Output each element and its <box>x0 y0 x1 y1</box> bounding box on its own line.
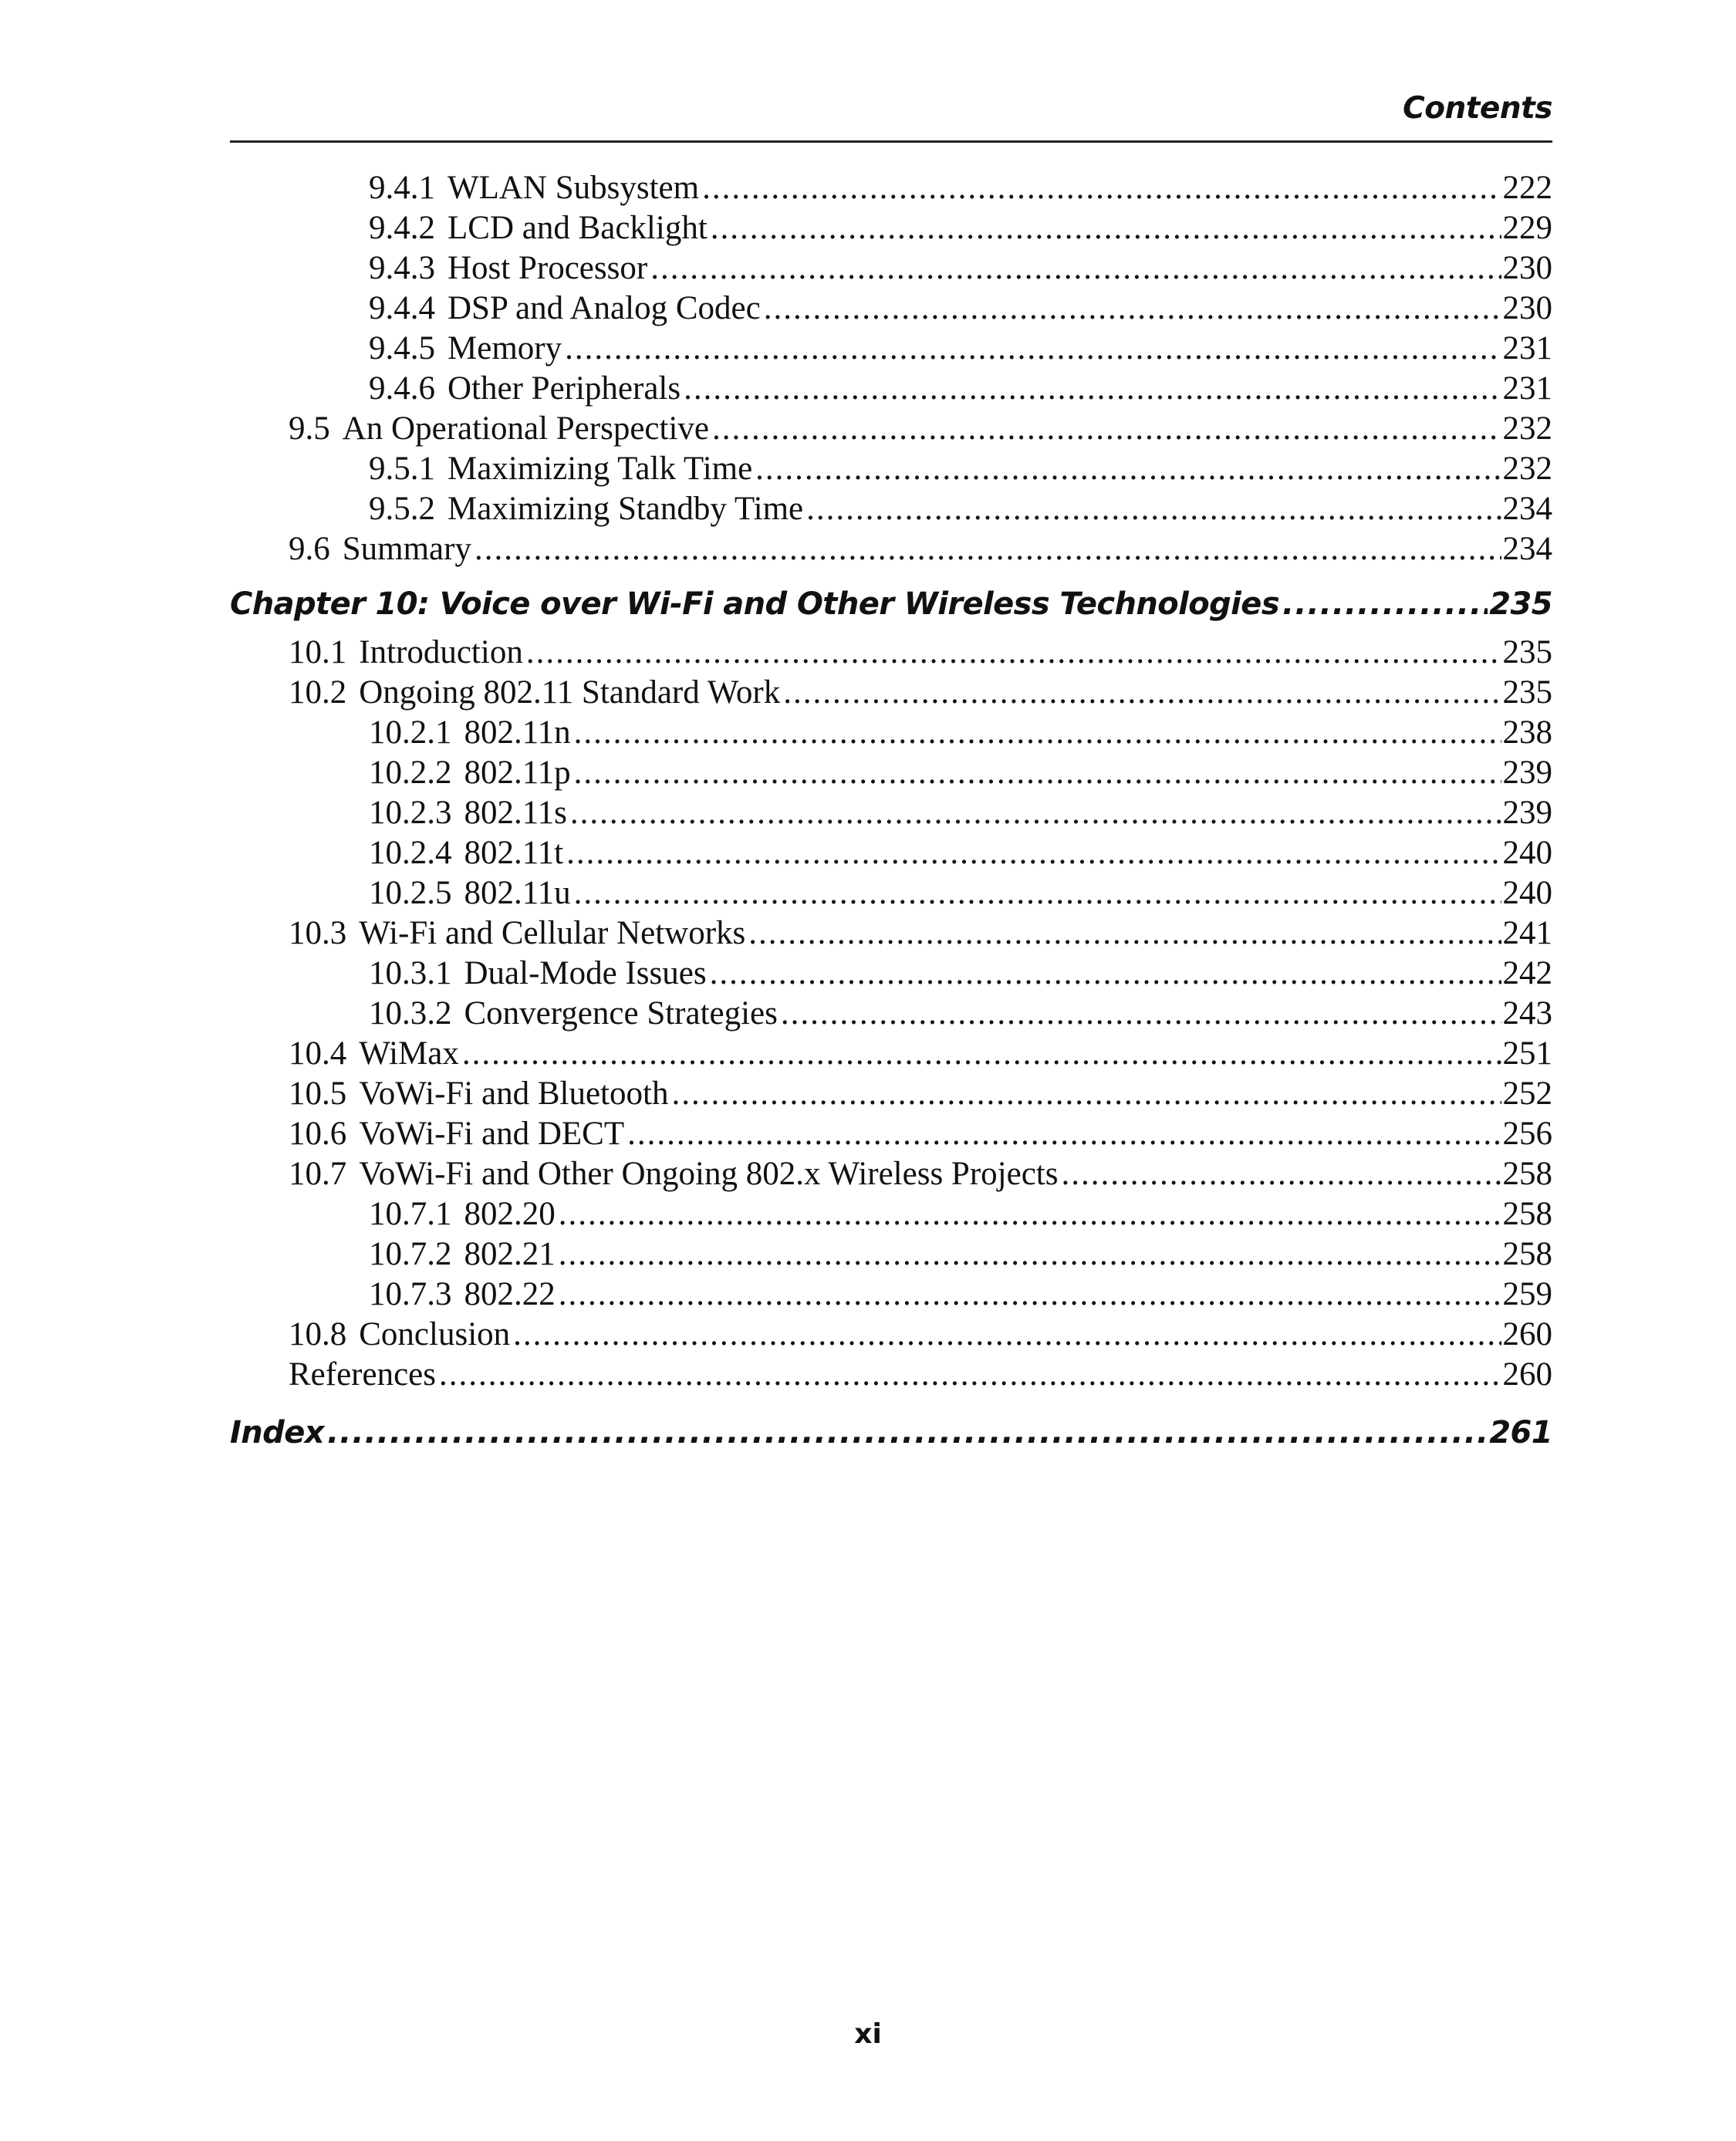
dot-leader <box>711 208 1501 248</box>
toc-entry[interactable] <box>230 329 1552 369</box>
toc-entry-title: LCD and Backlight <box>448 210 708 246</box>
toc-entry-page: 232 <box>1502 451 1552 487</box>
toc-entry-title: DSP and Analog Codec <box>448 290 761 326</box>
table-of-contents <box>230 168 1552 1461</box>
toc-entry-page: 232 <box>1502 410 1552 447</box>
toc-entry-references[interactable] <box>230 1355 1552 1395</box>
dot-leader <box>702 168 1501 208</box>
toc-entry-title: Maximizing Talk Time <box>448 451 753 487</box>
toc-entry-number: 10.2.5 <box>369 875 452 911</box>
chapter-title: Chapter 10: Voice over Wi-Fi and Other Wireless Technologies <box>230 586 1280 622</box>
dot-leader <box>764 289 1501 329</box>
toc-entry-title: References <box>289 1356 436 1393</box>
toc-entry-title: Host Processor <box>448 250 648 286</box>
toc-entry-page: 238 <box>1502 714 1552 751</box>
toc-entry-title: Conclusion <box>359 1316 511 1352</box>
toc-entry[interactable] <box>230 168 1552 208</box>
toc-entry-page: 222 <box>1502 170 1552 206</box>
toc-entry-page: 241 <box>1502 915 1552 951</box>
toc-entry-number: 10.2.2 <box>369 755 452 791</box>
dot-leader <box>781 994 1501 1034</box>
toc-entry[interactable] <box>230 1034 1552 1074</box>
toc-entry-title: 802.20 <box>464 1196 556 1232</box>
toc-entry[interactable] <box>230 1114 1552 1154</box>
toc-entry-number: 9.4.1 <box>369 170 435 206</box>
dot-leader <box>748 913 1501 954</box>
toc-entry-title: VoWi-Fi and DECT <box>359 1116 625 1152</box>
toc-entry-number: 9.4.3 <box>369 250 435 286</box>
toc-entry-number: 9.5.2 <box>369 491 435 527</box>
toc-entry-page: 258 <box>1502 1196 1552 1232</box>
toc-entry[interactable] <box>230 1194 1552 1234</box>
toc-entry-title: Ongoing 802.11 Standard Work <box>359 674 781 711</box>
toc-entry-title: Dual-Mode Issues <box>464 955 707 991</box>
dot-leader <box>574 753 1501 793</box>
toc-index-heading[interactable] <box>230 1407 1552 1458</box>
dot-leader <box>574 713 1501 753</box>
dot-leader <box>650 248 1501 289</box>
toc-entry-page: 252 <box>1502 1076 1552 1112</box>
toc-entry[interactable] <box>230 1315 1552 1355</box>
dot-leader <box>513 1315 1501 1355</box>
toc-entry-title: WLAN Subsystem <box>448 170 700 206</box>
toc-entry-page: 258 <box>1502 1236 1552 1272</box>
dot-leader <box>574 873 1501 913</box>
toc-entry-title: 802.11n <box>464 714 571 751</box>
toc-entry-page: 259 <box>1502 1276 1552 1312</box>
dot-leader <box>783 673 1501 713</box>
toc-entry-number: 10.4 <box>289 1035 347 1072</box>
toc-entry-title: 802.11t <box>464 835 564 871</box>
toc-entry-title: Introduction <box>359 634 523 670</box>
toc-entry-page: 258 <box>1502 1156 1552 1192</box>
toc-entry-page: 234 <box>1502 531 1552 567</box>
toc-entry-page: 235 <box>1502 634 1552 670</box>
header-rule <box>230 140 1552 143</box>
toc-entry-page: 234 <box>1502 491 1552 527</box>
toc-entry-number: 9.4.2 <box>369 210 435 246</box>
dot-leader <box>559 1275 1501 1315</box>
toc-entry[interactable] <box>230 1074 1552 1114</box>
toc-entry-number: 10.6 <box>289 1116 347 1152</box>
toc-entry[interactable] <box>230 1154 1552 1194</box>
toc-entry-title: 802.21 <box>464 1236 556 1272</box>
toc-entry-page: 260 <box>1502 1316 1552 1352</box>
toc-entry[interactable] <box>230 753 1552 793</box>
toc-entry-number: 9.4.6 <box>369 370 435 407</box>
toc-entry-number: 10.7.2 <box>369 1236 452 1272</box>
toc-entry-number: 10.5 <box>289 1076 347 1112</box>
toc-entry-number: 10.7 <box>289 1156 347 1192</box>
toc-entry-title: 802.11s <box>464 795 567 831</box>
toc-entry[interactable] <box>230 994 1552 1034</box>
toc-entry-page: 231 <box>1502 370 1552 407</box>
dot-leader <box>684 369 1501 409</box>
toc-entry-page: 239 <box>1502 755 1552 791</box>
toc-entry-number: 10.3.1 <box>369 955 452 991</box>
dot-leader <box>327 1407 1488 1458</box>
toc-entry[interactable] <box>230 369 1552 409</box>
index-title: Index <box>230 1415 324 1450</box>
toc-entry-title: VoWi-Fi and Other Ongoing 802.x Wireless Projects <box>359 1156 1059 1192</box>
toc-entry-number: 10.2.3 <box>369 795 452 831</box>
toc-entry-number: 10.2 <box>289 674 347 711</box>
toc-entry[interactable] <box>230 833 1552 873</box>
toc-entry-page: 231 <box>1502 330 1552 366</box>
toc-entry-page: 251 <box>1502 1035 1552 1072</box>
toc-entry-page: 239 <box>1502 795 1552 831</box>
toc-entry[interactable] <box>230 208 1552 248</box>
toc-entry[interactable] <box>230 793 1552 833</box>
dot-leader <box>627 1114 1501 1154</box>
toc-entry-page: 229 <box>1502 210 1552 246</box>
toc-entry-number: 9.6 <box>289 531 330 567</box>
toc-entry-page: 256 <box>1502 1116 1552 1152</box>
dot-leader <box>806 489 1501 529</box>
toc-entry-page: 240 <box>1502 875 1552 911</box>
toc-entry-title: VoWi-Fi and Bluetooth <box>359 1076 669 1112</box>
dot-leader <box>559 1194 1501 1234</box>
dot-leader <box>566 833 1501 873</box>
dot-leader <box>462 1034 1501 1074</box>
dot-leader <box>559 1234 1501 1275</box>
dot-leader <box>475 529 1501 569</box>
toc-entry-title: Memory <box>448 330 562 366</box>
toc-entry-title: Other Peripherals <box>448 370 681 407</box>
toc-chapter-heading[interactable] <box>230 579 1552 630</box>
toc-entry-title: WiMax <box>359 1035 459 1072</box>
toc-entry[interactable] <box>230 673 1552 713</box>
dot-leader <box>439 1355 1501 1395</box>
toc-entry-page: 230 <box>1502 290 1552 326</box>
toc-entry[interactable] <box>230 913 1552 954</box>
toc-entry[interactable] <box>230 409 1552 449</box>
toc-entry-number: 10.7.3 <box>369 1276 452 1312</box>
dot-leader <box>565 329 1501 369</box>
toc-entry-title: Wi-Fi and Cellular Networks <box>359 915 746 951</box>
toc-entry[interactable] <box>230 1275 1552 1315</box>
toc-entry[interactable] <box>230 529 1552 569</box>
toc-entry[interactable] <box>230 713 1552 753</box>
dot-leader <box>755 449 1501 489</box>
toc-entry[interactable] <box>230 489 1552 529</box>
toc-entry-number: 10.2.1 <box>369 714 452 751</box>
toc-entry[interactable] <box>230 289 1552 329</box>
toc-entry-number: 9.4.4 <box>369 290 435 326</box>
dot-leader <box>1061 1154 1501 1194</box>
toc-entry-number: 10.3.2 <box>369 995 452 1032</box>
toc-entry-number: 10.7.1 <box>369 1196 452 1232</box>
toc-entry-page: 240 <box>1502 835 1552 871</box>
toc-entry[interactable] <box>230 248 1552 289</box>
toc-entry-number: 10.2.4 <box>369 835 452 871</box>
toc-entry-page: 230 <box>1502 250 1552 286</box>
toc-entry-title: Convergence Strategies <box>464 995 778 1032</box>
toc-entry-title: 802.22 <box>464 1276 556 1312</box>
dot-leader <box>712 409 1501 449</box>
toc-entry-title: Maximizing Standby Time <box>448 491 804 527</box>
toc-entry-page: 243 <box>1502 995 1552 1032</box>
dot-leader <box>1282 579 1488 630</box>
chapter-page: 235 <box>1489 586 1552 622</box>
toc-entry-page: 242 <box>1502 955 1552 991</box>
dot-leader <box>570 793 1501 833</box>
running-head: Contents <box>1403 91 1552 126</box>
toc-entry[interactable] <box>230 954 1552 994</box>
toc-entry-title: 802.11p <box>464 755 571 791</box>
toc-entry-number: 9.4.5 <box>369 330 435 366</box>
toc-entry[interactable] <box>230 873 1552 913</box>
toc-entry-number: 10.3 <box>289 915 347 951</box>
toc-entry-page: 260 <box>1502 1356 1552 1393</box>
index-page: 261 <box>1489 1415 1552 1450</box>
dot-leader <box>671 1074 1501 1114</box>
toc-entry[interactable] <box>230 449 1552 489</box>
page-folio: xi <box>854 2018 882 2050</box>
toc-entry[interactable] <box>230 1234 1552 1275</box>
toc-entry-page: 235 <box>1502 674 1552 711</box>
toc-entry-title: An Operational Perspective <box>342 410 709 447</box>
toc-entry-title: 802.11u <box>464 875 571 911</box>
dot-leader <box>526 633 1501 673</box>
toc-entry-title: Summary <box>342 531 471 567</box>
toc-entry[interactable] <box>230 633 1552 673</box>
toc-entry-number: 9.5 <box>289 410 330 447</box>
dot-leader <box>710 954 1501 994</box>
toc-entry-number: 10.1 <box>289 634 347 670</box>
toc-entry-number: 9.5.1 <box>369 451 435 487</box>
toc-entry-number: 10.8 <box>289 1316 347 1352</box>
